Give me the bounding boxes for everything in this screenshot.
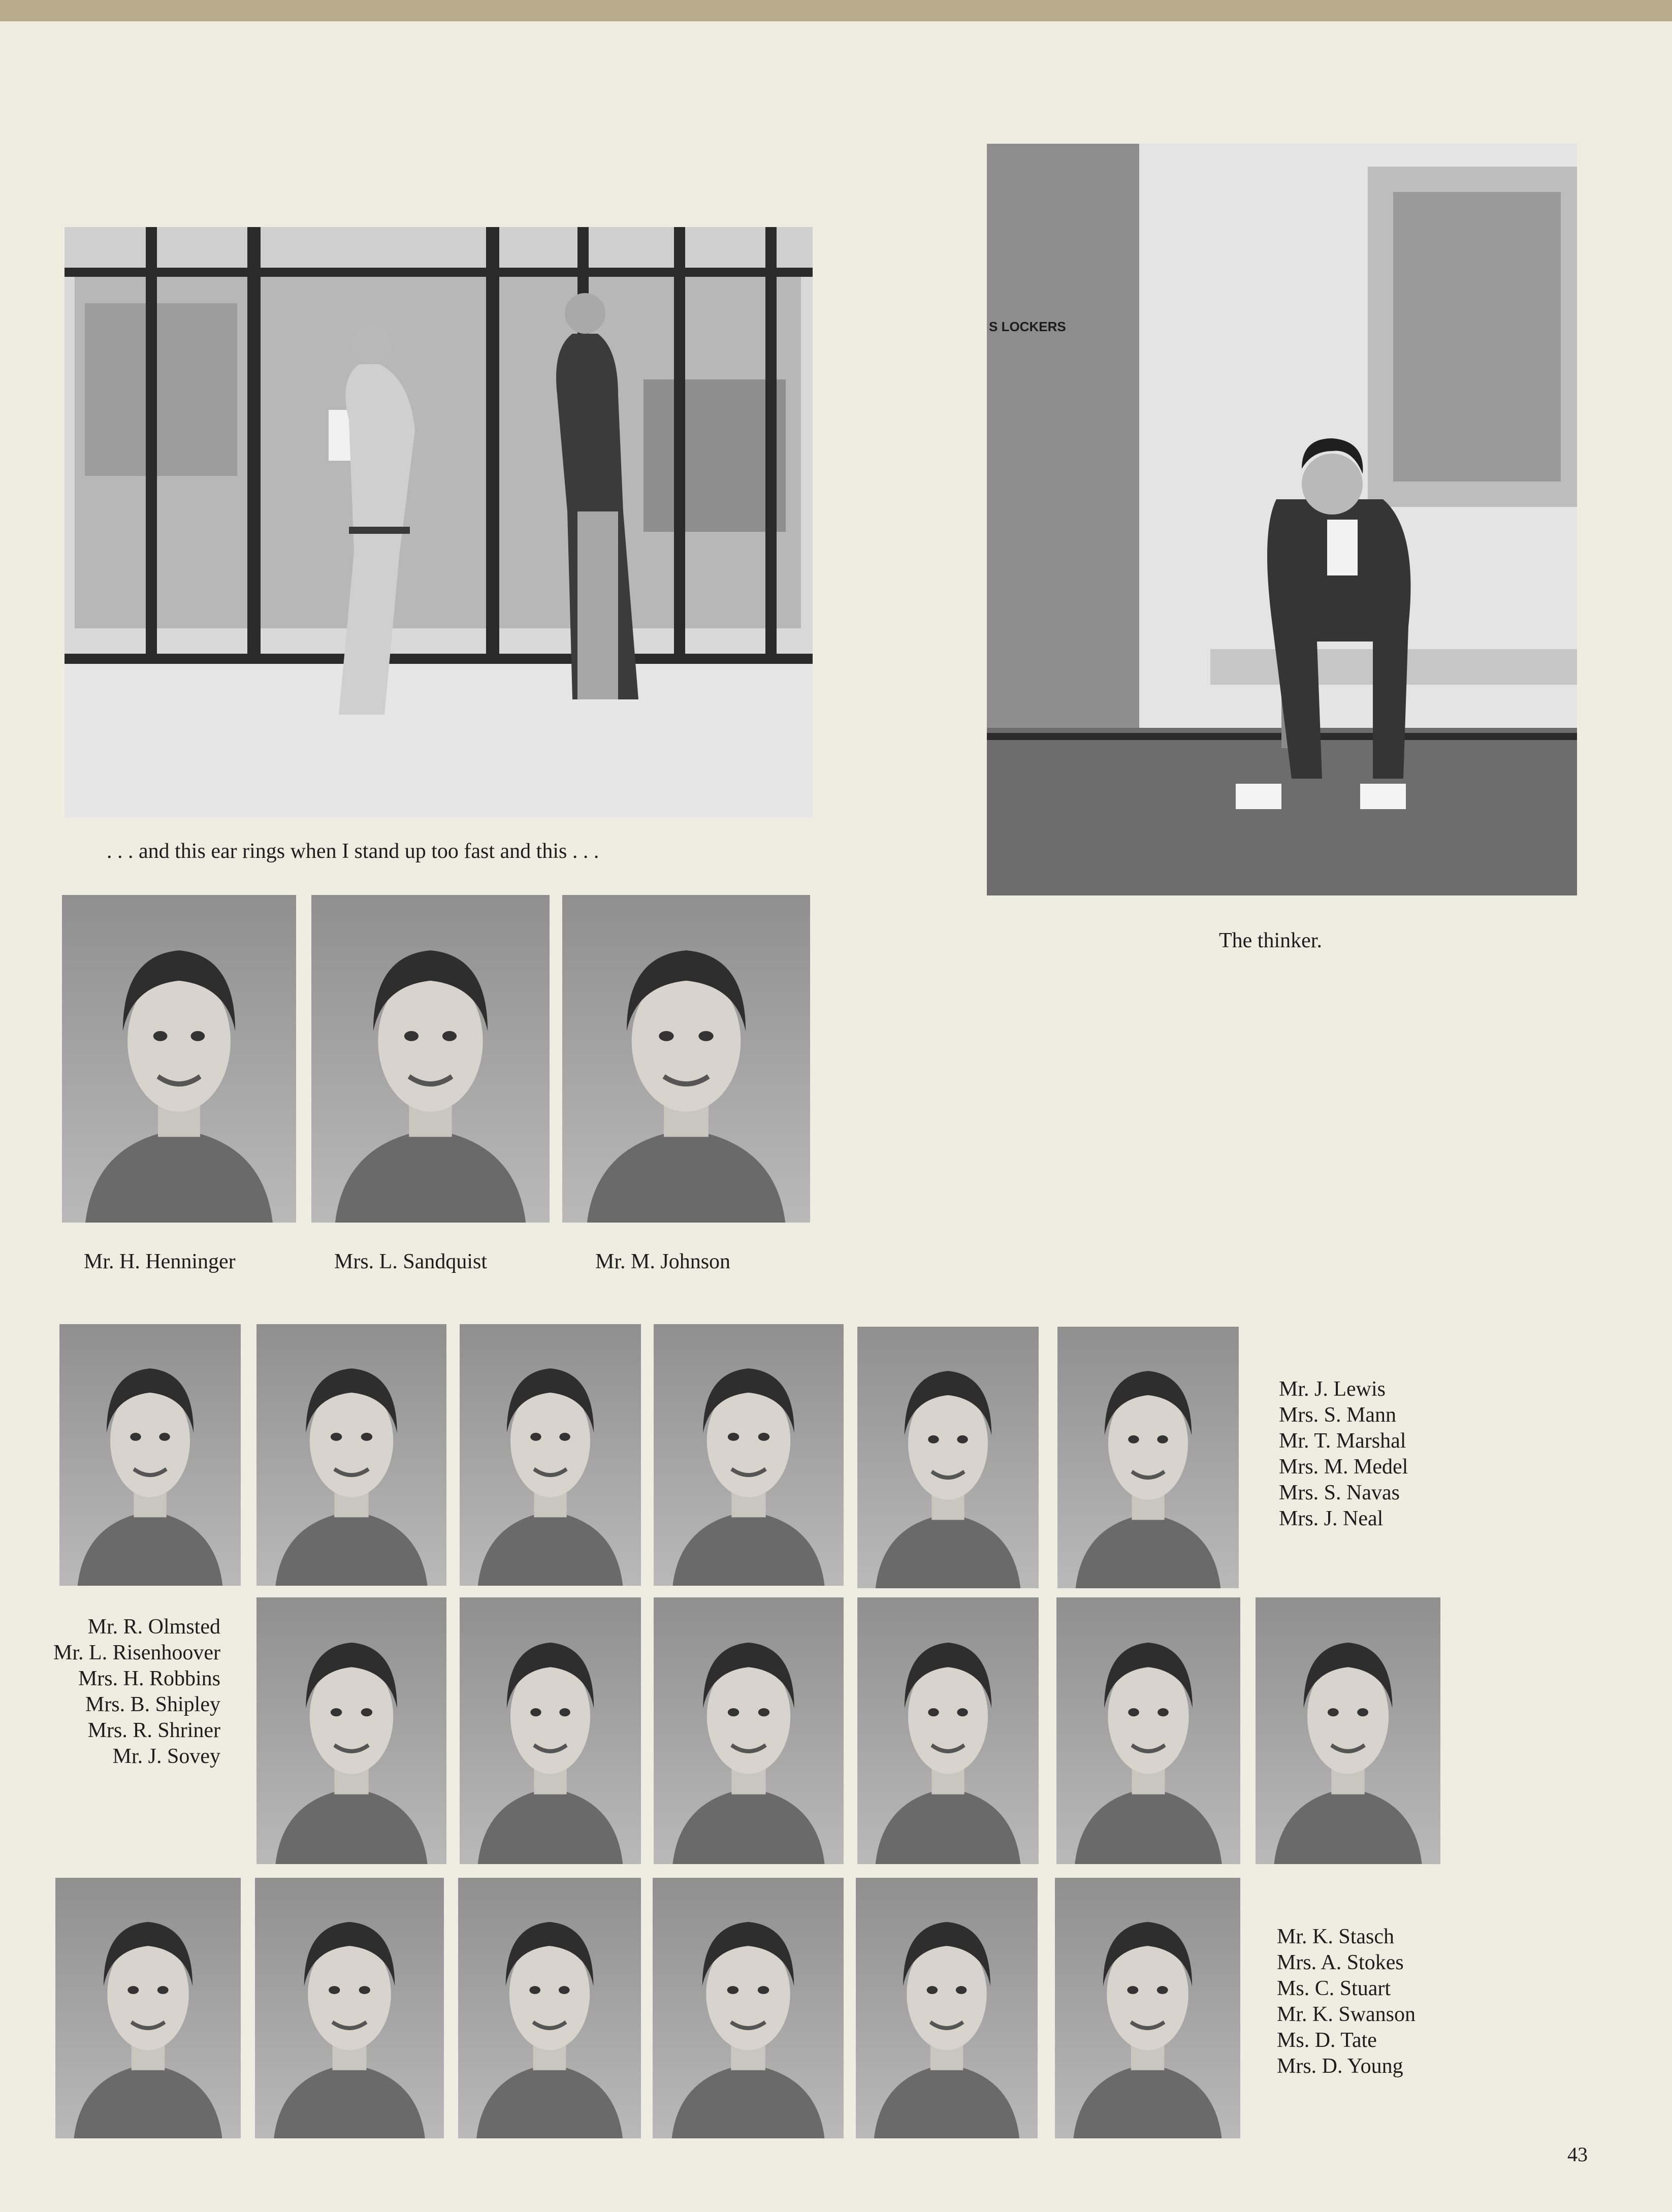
portrait-neal <box>1057 1327 1239 1588</box>
portrait-shriner <box>1056 1597 1240 1864</box>
name-tate: Ms. D. Tate <box>1277 2029 1377 2052</box>
name-mann: Mrs. S. Mann <box>1279 1403 1397 1427</box>
portrait-lewis <box>59 1324 241 1586</box>
portrait-robbins <box>654 1597 844 1864</box>
name-marshal: Mr. T. Marshal <box>1279 1429 1406 1453</box>
portrait-young <box>1055 1878 1240 2138</box>
portrait-shipley <box>857 1597 1039 1864</box>
name-lewis: Mr. J. Lewis <box>1279 1377 1386 1401</box>
name-stokes: Mrs. A. Stokes <box>1277 1951 1404 1974</box>
name-shipley: Mrs. B. Shipley <box>85 1693 220 1716</box>
name-sandquist: Mrs. L. Sandquist <box>334 1250 488 1273</box>
portrait-sovey <box>1256 1597 1440 1864</box>
name-medel: Mrs. M. Medel <box>1279 1455 1408 1479</box>
portrait-m-johnson <box>562 895 810 1223</box>
hallway-caption: . . . and this ear rings when I stand up too fast and this . . . <box>107 840 599 863</box>
name-henninger: Mr. H. Henninger <box>84 1250 236 1273</box>
lockers-sign: S LOCKERS <box>989 319 1066 334</box>
portrait-medel <box>654 1324 844 1586</box>
hallway-photo <box>65 227 813 818</box>
names-group-1 <box>1279 1376 1408 1532</box>
portrait-henninger <box>62 895 296 1223</box>
top-edge-band <box>0 0 1672 21</box>
portrait-navas <box>857 1327 1039 1588</box>
name-olmsted: Mr. R. Olmsted <box>87 1615 220 1639</box>
portrait-risenhoover <box>460 1597 641 1864</box>
portrait-stuart <box>458 1878 641 2138</box>
name-risenhoover: Mr. L. Risenhoover <box>53 1641 220 1664</box>
names-group-3 <box>1277 1924 1416 2079</box>
portrait-marshal <box>460 1324 641 1586</box>
portrait-tate <box>856 1878 1038 2138</box>
name-m-johnson: Mr. M. Johnson <box>595 1250 731 1273</box>
names-group-2 <box>53 1614 220 1770</box>
name-shriner: Mrs. R. Shriner <box>87 1719 220 1742</box>
name-swanson: Mr. K. Swanson <box>1277 2003 1416 2026</box>
portrait-swanson <box>653 1878 844 2138</box>
name-navas: Mrs. S. Navas <box>1279 1481 1400 1504</box>
name-stuart: Ms. C. Stuart <box>1277 1977 1391 2000</box>
name-stasch: Mr. K. Stasch <box>1277 1925 1394 1948</box>
name-young: Mrs. D. Young <box>1277 2055 1403 2078</box>
portrait-mann <box>256 1324 446 1586</box>
portrait-stasch <box>55 1878 241 2138</box>
portrait-stokes <box>255 1878 444 2138</box>
name-neal: Mrs. J. Neal <box>1279 1507 1384 1530</box>
name-sovey: Mr. J. Sovey <box>112 1745 220 1768</box>
page-number: 43 <box>1567 2143 1588 2166</box>
name-robbins: Mrs. H. Robbins <box>78 1667 220 1690</box>
thinker-caption: The thinker. <box>1219 929 1322 952</box>
portrait-sandquist <box>311 895 550 1223</box>
thinker-photo <box>987 144 1577 895</box>
portrait-olmsted <box>256 1597 446 1864</box>
